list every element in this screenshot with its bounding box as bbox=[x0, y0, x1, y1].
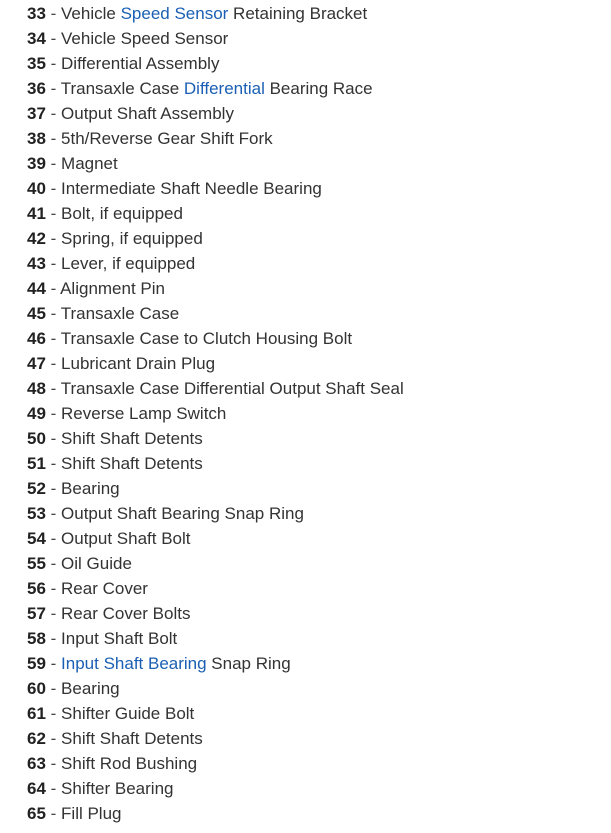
list-item bbox=[27, 301, 404, 326]
list-item bbox=[27, 601, 404, 626]
part-description: Retaining Bracket bbox=[228, 4, 368, 23]
part-description: Lubricant Drain Plug bbox=[61, 354, 216, 373]
part-description: Bearing bbox=[61, 479, 120, 498]
part-number: 45 bbox=[27, 304, 46, 323]
part-link[interactable]: Speed Sensor bbox=[120, 4, 229, 23]
part-description: Input Shaft Bolt bbox=[61, 629, 178, 648]
part-number: 57 bbox=[27, 604, 46, 623]
separator: - bbox=[45, 229, 62, 248]
part-number: 58 bbox=[27, 629, 46, 648]
part-number: 43 bbox=[27, 254, 46, 273]
part-description: Transaxle Case bbox=[60, 304, 180, 323]
separator: - bbox=[45, 629, 62, 648]
part-number: 44 bbox=[27, 279, 46, 298]
part-description: Transaxle Case to Clutch Housing Bolt bbox=[60, 329, 353, 348]
part-description: Vehicle bbox=[61, 4, 121, 23]
part-number: 46 bbox=[27, 329, 46, 348]
part-number: 35 bbox=[27, 54, 46, 73]
part-description: Shift Shaft Detents bbox=[61, 729, 203, 748]
list-item bbox=[27, 326, 404, 351]
list-item bbox=[27, 801, 404, 826]
list-item bbox=[27, 576, 404, 601]
list-item bbox=[27, 751, 404, 776]
list-item bbox=[27, 476, 404, 501]
part-description: Bearing bbox=[61, 679, 120, 698]
part-number: 41 bbox=[27, 204, 46, 223]
list-item bbox=[27, 501, 404, 526]
list-item bbox=[27, 26, 404, 51]
part-number: 47 bbox=[27, 354, 46, 373]
part-description: Output Shaft Bolt bbox=[61, 529, 191, 548]
separator: - bbox=[45, 454, 62, 473]
part-description: Magnet bbox=[61, 154, 118, 173]
part-number: 63 bbox=[27, 754, 46, 773]
part-number: 34 bbox=[27, 29, 46, 48]
separator: - bbox=[45, 579, 62, 598]
separator: - bbox=[45, 304, 61, 323]
separator: - bbox=[45, 779, 62, 798]
part-description: Alignment Pin bbox=[60, 279, 165, 298]
part-number: 64 bbox=[27, 779, 46, 798]
list-item bbox=[27, 426, 404, 451]
part-number: 53 bbox=[27, 504, 46, 523]
part-number: 60 bbox=[27, 679, 46, 698]
part-description: Output Shaft Assembly bbox=[61, 104, 234, 123]
part-number: 65 bbox=[27, 804, 46, 823]
separator: - bbox=[45, 429, 62, 448]
list-item bbox=[27, 201, 404, 226]
part-description: Snap Ring bbox=[206, 654, 291, 673]
list-item bbox=[27, 76, 404, 101]
list-item bbox=[27, 676, 404, 701]
part-number: 39 bbox=[27, 154, 46, 173]
part-description: Shifter Guide Bolt bbox=[61, 704, 195, 723]
part-number: 37 bbox=[27, 104, 46, 123]
separator: - bbox=[45, 354, 62, 373]
list-item bbox=[27, 626, 404, 651]
part-number: 33 bbox=[27, 4, 46, 23]
list-item bbox=[27, 401, 404, 426]
part-description: Bearing Race bbox=[264, 79, 373, 98]
part-description: Vehicle Speed Sensor bbox=[61, 29, 229, 48]
separator: - bbox=[45, 279, 61, 298]
separator: - bbox=[45, 129, 62, 148]
part-number: 56 bbox=[27, 579, 46, 598]
separator: - bbox=[45, 29, 62, 48]
separator: - bbox=[45, 404, 62, 423]
list-item bbox=[27, 651, 404, 676]
part-number: 50 bbox=[27, 429, 46, 448]
separator: - bbox=[45, 754, 62, 773]
part-link[interactable]: Input Shaft Bearing bbox=[61, 654, 207, 673]
separator: - bbox=[45, 529, 62, 548]
separator: - bbox=[45, 79, 61, 98]
part-number: 38 bbox=[27, 129, 46, 148]
part-description: Intermediate Shaft Needle Bearing bbox=[61, 179, 322, 198]
part-description: Shift Rod Bushing bbox=[61, 754, 198, 773]
parts-list bbox=[27, 1, 404, 826]
part-description: Bolt, if equipped bbox=[61, 204, 183, 223]
separator: - bbox=[45, 54, 62, 73]
part-description: Reverse Lamp Switch bbox=[61, 404, 227, 423]
part-number: 40 bbox=[27, 179, 46, 198]
separator: - bbox=[45, 654, 62, 673]
separator: - bbox=[45, 329, 61, 348]
part-link[interactable]: Differential bbox=[183, 79, 265, 98]
part-number: 59 bbox=[27, 654, 46, 673]
separator: - bbox=[45, 679, 62, 698]
list-item bbox=[27, 51, 404, 76]
part-description: Output Shaft Bearing Snap Ring bbox=[61, 504, 304, 523]
separator: - bbox=[45, 704, 62, 723]
separator: - bbox=[45, 154, 62, 173]
part-number: 51 bbox=[27, 454, 46, 473]
part-number: 54 bbox=[27, 529, 46, 548]
list-item bbox=[27, 1, 404, 26]
separator: - bbox=[45, 729, 62, 748]
list-item bbox=[27, 101, 404, 126]
part-number: 52 bbox=[27, 479, 46, 498]
list-item bbox=[27, 726, 404, 751]
list-item bbox=[27, 551, 404, 576]
separator: - bbox=[45, 204, 62, 223]
list-item bbox=[27, 351, 404, 376]
separator: - bbox=[45, 554, 62, 573]
part-description: Differential Assembly bbox=[61, 54, 220, 73]
part-description: Transaxle Case bbox=[60, 79, 184, 98]
separator: - bbox=[45, 254, 62, 273]
list-item bbox=[27, 451, 404, 476]
part-description: 5th/Reverse Gear Shift Fork bbox=[61, 129, 273, 148]
separator: - bbox=[45, 179, 62, 198]
separator: - bbox=[45, 4, 62, 23]
part-description: Rear Cover Bolts bbox=[61, 604, 191, 623]
list-item bbox=[27, 701, 404, 726]
list-item bbox=[27, 526, 404, 551]
list-item bbox=[27, 276, 404, 301]
part-description: Fill Plug bbox=[61, 804, 122, 823]
part-number: 48 bbox=[27, 379, 46, 398]
part-number: 42 bbox=[27, 229, 46, 248]
separator: - bbox=[45, 104, 62, 123]
part-number: 55 bbox=[27, 554, 46, 573]
separator: - bbox=[45, 379, 61, 398]
part-description: Shift Shaft Detents bbox=[61, 429, 203, 448]
separator: - bbox=[45, 479, 62, 498]
part-description: Shift Shaft Detents bbox=[61, 454, 203, 473]
part-number: 36 bbox=[27, 79, 46, 98]
list-item bbox=[27, 176, 404, 201]
list-item bbox=[27, 376, 404, 401]
part-number: 61 bbox=[27, 704, 46, 723]
list-item bbox=[27, 226, 404, 251]
part-description: Transaxle Case Differential Output Shaft Seal bbox=[60, 379, 404, 398]
part-description: Rear Cover bbox=[61, 579, 148, 598]
separator: - bbox=[45, 604, 62, 623]
list-item bbox=[27, 151, 404, 176]
separator: - bbox=[45, 804, 62, 823]
part-description: Spring, if equipped bbox=[61, 229, 203, 248]
list-item bbox=[27, 251, 404, 276]
part-number: 49 bbox=[27, 404, 46, 423]
part-description: Shifter Bearing bbox=[61, 779, 174, 798]
part-description: Lever, if equipped bbox=[61, 254, 196, 273]
list-item bbox=[27, 126, 404, 151]
list-item bbox=[27, 776, 404, 801]
part-number: 62 bbox=[27, 729, 46, 748]
separator: - bbox=[45, 504, 62, 523]
part-description: Oil Guide bbox=[61, 554, 132, 573]
